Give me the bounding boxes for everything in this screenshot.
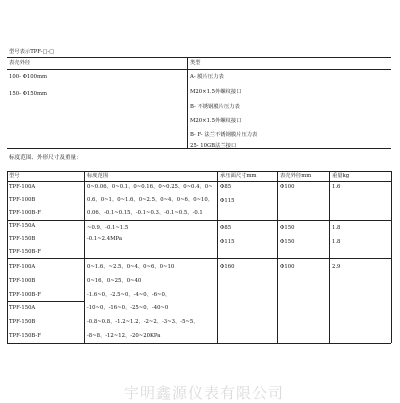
table2-border-bottom xyxy=(7,343,391,344)
table1-right-row: 25- 10GB法兰接口 xyxy=(190,143,237,149)
table1-header-line xyxy=(7,69,391,70)
range-line: 0~0.06、0~0.1、0~0.16、0~0.25、0~0.4、0~ xyxy=(87,184,213,190)
table2-group-line xyxy=(7,258,391,259)
pressure-face-cell: Φ85 xyxy=(220,225,232,231)
table2-border-top xyxy=(7,171,391,172)
weight-cell: 1.6 xyxy=(332,184,341,190)
model-cell: TPF-100A xyxy=(9,264,36,270)
range-line: 0~1.6、~2.5、0~4、0~6、0~10 xyxy=(87,264,175,270)
model-cell: TPF-100A xyxy=(9,184,36,190)
case-diameter-cell: Φ100 xyxy=(280,184,295,190)
table1-header-type: 类型 xyxy=(190,60,201,66)
pressure-face-cell: Φ160 xyxy=(220,264,235,270)
range-line: -10~0、-16~0、-25~0、-40~0 xyxy=(87,305,169,311)
range-line: -8~8、-12~12、-20~20KPa xyxy=(87,333,161,339)
model-cell: TPF-150A xyxy=(9,305,36,311)
table2-col-divider xyxy=(277,171,278,343)
model-cell: TPF-100B-F xyxy=(9,292,41,298)
table1-header-diameter: 表壳外径 xyxy=(9,60,31,66)
range-line: 0.6、0~1、0~1.6、0~2.5、0~4、0~6、0~10、 xyxy=(87,197,214,203)
table1-left-row: 150- Φ150mm xyxy=(9,91,48,97)
company-watermark: 宇明鑫源仪表有限公司 xyxy=(124,384,285,402)
case-diameter-cell: Φ150 xyxy=(280,239,295,245)
model-cell: TPF-100B xyxy=(9,197,36,203)
table1-right-row: B- 不锈钢膜片压力表 xyxy=(190,104,240,110)
table2-header-weight: 重量kg xyxy=(332,173,350,179)
case-diameter-cell: Φ100 xyxy=(280,264,295,270)
range-line: -1.6~0、-2.5~0、-4~0、-6~0、 xyxy=(87,292,171,298)
table2-header-pressure-face: 承压面尺寸mm xyxy=(220,173,257,179)
model-cell: TPF-150B xyxy=(9,319,36,325)
model-cell: TPF-100B-F xyxy=(9,210,41,216)
model-notation: 型号表示TPF-□-□ xyxy=(9,49,55,55)
model-cell: TPF-150A xyxy=(9,223,36,229)
table2-group-line xyxy=(7,220,391,221)
table2-col-divider xyxy=(391,171,392,343)
range-line: 0.06、-0.1~0.15、-0.1~0.3、-0.1~0.5、-0.1 xyxy=(87,210,203,216)
pressure-face-cell: Φ85 xyxy=(220,184,232,190)
table2-col-divider xyxy=(7,171,8,343)
table1-right-row: B- F- 法兰不锈钢膜片压力表 xyxy=(190,132,258,138)
table2-header-model: 型号 xyxy=(9,173,20,179)
table1-border-top xyxy=(7,57,391,58)
model-cell: TPF-150B-F xyxy=(9,333,41,339)
table1-col-divider xyxy=(187,57,188,148)
case-diameter-cell: Φ150 xyxy=(280,225,295,231)
model-cell: TPF-150B xyxy=(9,236,36,242)
range-line: -0.8~0.8、-1.2~1.2、-2~2、-3~3、-5~5、 xyxy=(87,319,199,325)
range-line: -0.1~2.4MPa xyxy=(87,236,122,242)
table1-right-row: M20×1.5外螺纹接口 xyxy=(190,89,242,95)
table2-group-line xyxy=(7,301,85,302)
table2-header-range: 标度范围 xyxy=(87,173,109,179)
section-title: 标度范围、外形尺寸及重量： xyxy=(9,155,82,161)
table1-right-row: M20×1.5外螺纹接口 xyxy=(190,118,242,124)
model-cell: TPF-150B-F xyxy=(9,249,41,255)
weight-cell: 2.9 xyxy=(332,264,341,270)
table2-col-divider xyxy=(84,171,85,343)
table2-header-case-diameter: 表壳外径mm xyxy=(280,173,312,179)
weight-cell: 1.8 xyxy=(332,239,341,245)
table2-header-line xyxy=(7,181,391,182)
pressure-face-cell: Φ115 xyxy=(220,239,235,245)
table1-left-row: 100- Φ100mm xyxy=(9,74,48,80)
pressure-face-cell: Φ115 xyxy=(220,198,235,204)
model-cell: TPF-100B xyxy=(9,278,36,284)
range-line: 0~16、0~25、0~40 xyxy=(87,278,142,284)
weight-cell: 1.8 xyxy=(332,225,341,231)
range-line: ~0.9、-0.1~1.5 xyxy=(87,225,129,231)
table2-col-divider xyxy=(217,171,218,343)
table1-right-row: A- 膜片压力表 xyxy=(190,74,224,80)
table2-col-divider xyxy=(329,171,330,343)
